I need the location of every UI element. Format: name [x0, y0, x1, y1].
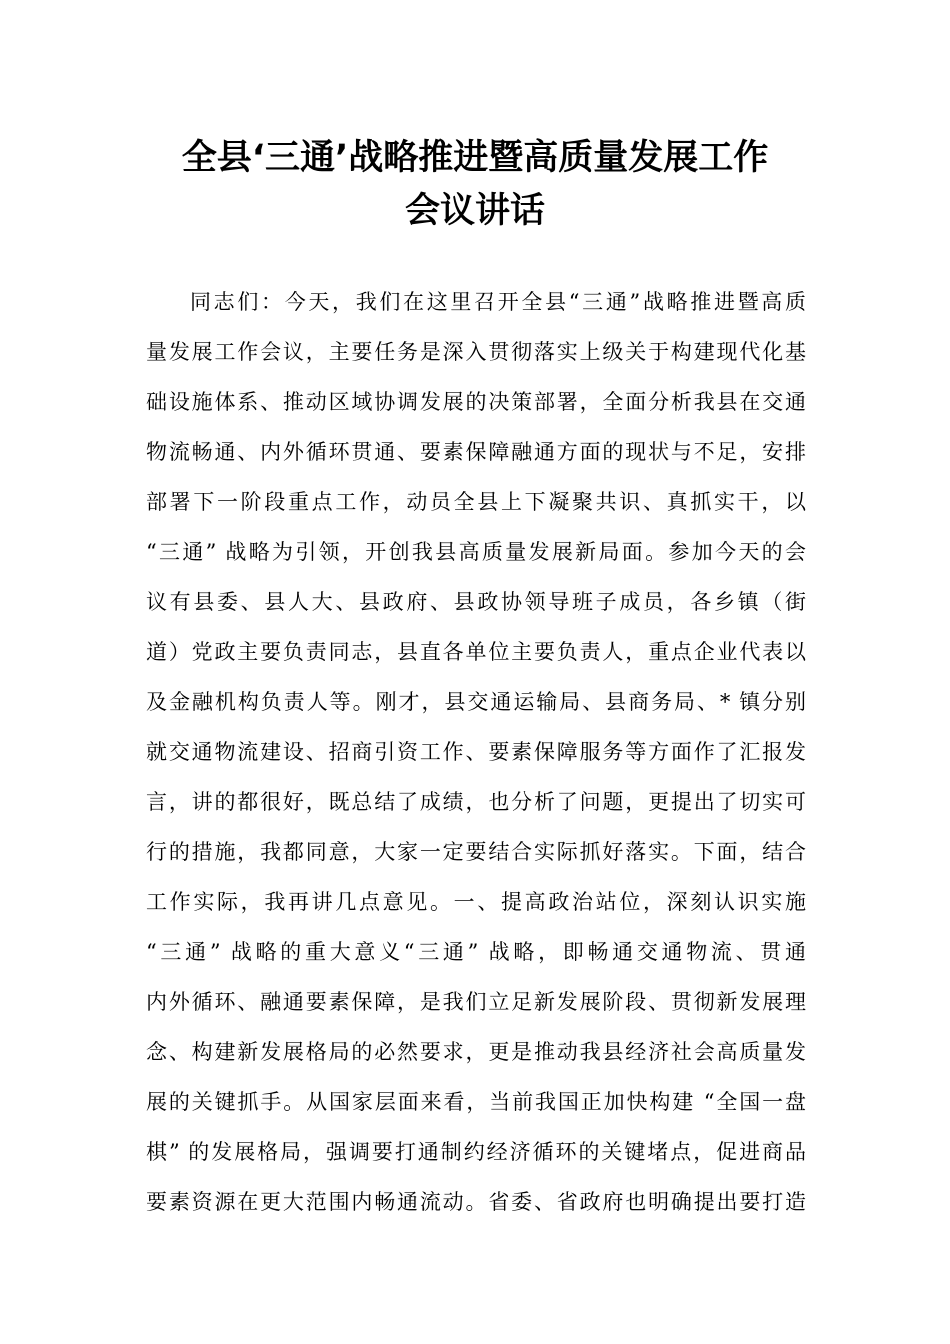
body-line-9: 及金融机构负责人等。刚才，县交通运输局、县商务局、* 镇分别 — [146, 690, 806, 714]
body-line-7: 议有县委、县人大、县政府、县政协领导班子成员，各乡镇（街 — [146, 590, 806, 614]
body-line-15: 内外循环、融通要素保障，是我们立足新发展阶段、贯彻新发展理 — [146, 990, 806, 1014]
body-line-5: 部署下一阶段重点工作，动员全县上下凝聚共识、真抓实干，以 — [146, 490, 806, 514]
body-line-2: 量发展工作会议，主要任务是深入贯彻落实上级关于构建现代化基 — [146, 340, 806, 364]
body-line-1: 同志们：今天，我们在这里召开全县“三通”战略推进暨高质 — [190, 290, 806, 314]
body-line-8: 道）党政主要负责同志，县直各单位主要负责人，重点企业代表以 — [146, 640, 806, 664]
body-line-13: 工作实际，我再讲几点意见。一、提高政治站位，深刻认识实施 — [146, 890, 806, 914]
body-line-14: “三通” 战略的重大意义“三通” 战略，即畅通交通物流、贯通 — [146, 940, 806, 964]
body-line-10: 就交通物流建设、招商引资工作、要素保障服务等方面作了汇报发 — [146, 740, 806, 764]
body-line-6: “三通” 战略为引领，开创我县高质量发展新局面。参加今天的会 — [146, 540, 806, 564]
body-line-12: 行的措施，我都同意，大家一定要结合实际抓好落实。下面，结合 — [146, 840, 806, 864]
body-line-3: 础设施体系、推动区域协调发展的决策部署，全面分析我县在交通 — [146, 390, 806, 414]
body-line-18: 棋” 的发展格局，强调要打通制约经济循环的关键堵点，促进商品 — [146, 1140, 806, 1164]
body-line-4: 物流畅通、内外循环贯通、要素保障融通方面的现状与不足，安排 — [146, 440, 806, 464]
body-line-16: 念、构建新发展格局的必然要求，更是推动我县经济社会高质量发 — [146, 1040, 806, 1064]
document-title-line-1: 全县‘三通’战略推进暨高质量发展工作 — [181, 138, 769, 178]
body-line-17: 展的关键抓手。从国家层面来看，当前我国正加快构建 “全国一盘 — [146, 1090, 806, 1114]
body-line-11: 言，讲的都很好，既总结了成绩，也分析了问题，更提出了切实可 — [146, 790, 806, 814]
document-title-line-2: 会议讲话 — [404, 191, 545, 231]
body-line-19: 要素资源在更大范围内畅通流动。省委、省政府也明确提出要打造 — [146, 1190, 806, 1214]
